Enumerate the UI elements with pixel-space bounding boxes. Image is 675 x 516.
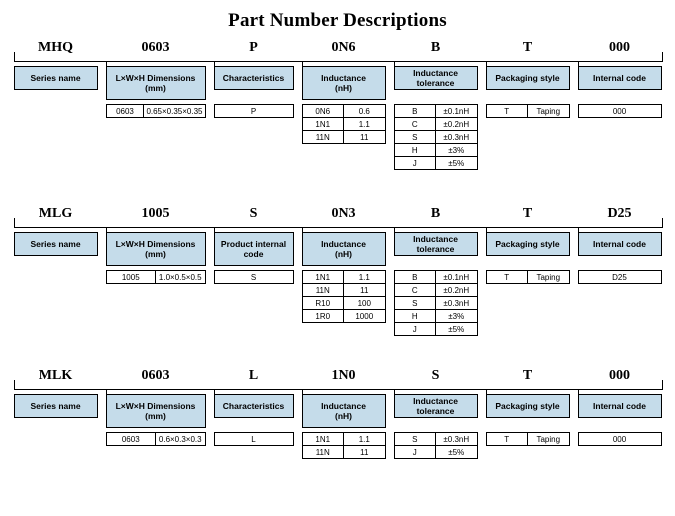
header-label: Packaging style [495,239,560,249]
header-label: Inductance tolerance [413,396,458,416]
table-cell: 1.1 [344,433,386,446]
table-row [394,131,477,144]
table-cell: ±3% [436,144,478,157]
table-cell: J [394,323,436,336]
option-table [302,270,386,323]
table-row [302,131,385,144]
header-label: Inductance (nH) [321,73,366,93]
table-cell: ±5% [436,157,478,170]
table-row [486,105,569,118]
table-row [394,284,477,297]
table-row [394,118,477,131]
table-row [394,144,477,157]
table-cell: P [214,105,293,118]
option-table [214,104,294,118]
table-cell: T [486,105,528,118]
option-tables [14,428,662,500]
table-row [302,284,385,297]
part-number-block-mlg [14,206,662,338]
table-row [302,118,385,131]
header-box [106,232,206,266]
code-row [14,40,662,66]
table-cell: R10 [302,297,344,310]
header-label: Packaging style [495,73,560,83]
code-token: 1005 [141,206,170,221]
table-cell: 11 [344,446,386,459]
table-cell: 0603 [106,105,144,118]
table-cell: S [394,297,436,310]
header-label: Characteristics [222,401,285,411]
header-label: Internal code [593,73,646,83]
header-label: Inductance tolerance [413,234,458,254]
table-row [302,271,385,284]
table-row [302,446,385,459]
table-row [394,433,477,446]
option-table [486,104,570,118]
header-box [486,232,570,256]
table-cell: ±0.1nH [436,271,478,284]
code-underline [14,61,662,62]
option-table [394,104,478,170]
code-token: MLG [38,206,73,221]
header-box [106,66,206,100]
header-label: Internal code [593,401,646,411]
table-cell: ±3% [436,310,478,323]
table-cell: 0.65×0.35×0.35 [144,105,205,118]
code-token: 000 [609,40,630,55]
table-cell: 1.1 [344,118,386,131]
header-box [214,66,294,90]
table-row [302,310,385,323]
header-label: Inductance tolerance [413,68,458,88]
code-token: S [249,206,258,221]
code-underline [14,389,662,390]
table-row [394,323,477,336]
option-tables [14,100,662,172]
table-row [578,271,661,284]
option-table [106,104,206,118]
table-row [394,297,477,310]
header-label: Characteristics [222,73,285,83]
table-cell: 11 [344,131,386,144]
header-box [302,394,386,428]
table-cell: 100 [344,297,386,310]
table-cell: 1R0 [302,310,344,323]
option-table [214,270,294,284]
tick-mark [14,52,15,62]
option-table [394,270,478,336]
header-box [486,394,570,418]
code-token: P [249,40,258,55]
table-row [214,271,293,284]
code-token: MHQ [38,40,73,55]
table-cell: 11N [302,284,344,297]
table-cell: L [214,433,293,446]
table-cell: ±0.2nH [436,118,478,131]
header-row [14,394,662,428]
table-cell: ±0.3nH [436,131,478,144]
tick-mark [14,380,15,390]
table-row [302,105,385,118]
header-label: Series name [30,401,81,411]
table-cell: 000 [578,105,661,118]
table-cell: C [394,284,436,297]
option-table [578,270,662,284]
header-box [14,394,98,418]
code-token: L [248,368,259,383]
code-token: S [431,368,440,383]
table-row [214,433,293,446]
option-table [214,432,294,446]
header-label: Series name [30,239,81,249]
header-label: L×W×H Dimensions (mm) [115,401,196,421]
header-label: Inductance (nH) [321,239,366,259]
code-token: B [430,40,441,55]
code-token: D25 [607,206,632,221]
header-box [214,394,294,418]
option-table [486,432,570,446]
option-table [302,104,386,144]
table-cell: ±0.1nH [436,105,478,118]
option-table [106,432,206,446]
table-cell: Taping [528,271,570,284]
table-cell: 1N1 [302,271,344,284]
option-table [486,270,570,284]
table-cell: D25 [578,271,661,284]
table-cell: B [394,271,436,284]
table-cell: C [394,118,436,131]
header-row [14,232,662,266]
header-box [578,66,662,90]
option-table [106,270,206,284]
code-token: 0N6 [331,40,356,55]
table-cell: 11 [344,284,386,297]
header-box [302,232,386,266]
header-label: L×W×H Dimensions (mm) [115,73,196,93]
table-cell: 1N1 [302,118,344,131]
header-box [394,232,478,256]
table-cell: 1005 [106,271,156,284]
diagram-container [0,40,675,500]
code-token: 0603 [141,368,170,383]
table-row [578,105,661,118]
header-label: Internal code [593,239,646,249]
tick-mark [14,218,15,228]
header-label: Series name [30,73,81,83]
table-cell: 000 [578,433,661,446]
table-cell: ±5% [436,323,478,336]
table-row [394,271,477,284]
table-cell: 1.0×0.5×0.5 [156,271,206,284]
option-table [578,104,662,118]
header-box [14,66,98,90]
code-underline [14,227,662,228]
table-cell: 11N [302,446,344,459]
table-cell: 1.1 [344,271,386,284]
table-row [486,433,569,446]
table-cell: Taping [528,105,570,118]
table-cell: 1000 [344,310,386,323]
header-label: Packaging style [495,401,560,411]
table-cell: ±0.2nH [436,284,478,297]
table-cell: 0.6×0.3×0.3 [156,433,206,446]
table-row [578,433,661,446]
header-box [214,232,294,266]
table-cell: ±0.3nH [436,433,478,446]
header-box [394,394,478,418]
header-label: Inductance (nH) [321,401,366,421]
table-cell: H [394,144,436,157]
table-cell: 0603 [106,433,156,446]
table-cell: S [394,131,436,144]
header-label: Product internal code [220,239,287,259]
header-box [302,66,386,100]
option-table [394,432,478,459]
header-row [14,66,662,100]
header-label: L×W×H Dimensions (mm) [115,239,196,259]
table-cell: S [394,433,436,446]
table-row [302,433,385,446]
table-cell: ±0.3nH [436,297,478,310]
table-row [394,105,477,118]
option-table [302,432,386,459]
table-row [394,446,477,459]
table-row [302,297,385,310]
part-number-block-mhq [14,40,662,172]
header-box [394,66,478,90]
tick-mark [662,52,663,62]
table-cell: J [394,157,436,170]
header-box [486,66,570,90]
table-cell: T [486,433,528,446]
header-box [578,394,662,418]
table-row [394,157,477,170]
code-token: B [430,206,441,221]
table-cell: J [394,446,436,459]
header-box [578,232,662,256]
table-cell: ±5% [436,446,478,459]
table-cell: 11N [302,131,344,144]
table-row [394,310,477,323]
table-cell: 0.6 [344,105,386,118]
code-token: T [522,368,533,383]
part-number-block-mlk [14,368,662,500]
tick-mark [662,380,663,390]
table-row [106,433,205,446]
table-row [106,105,205,118]
code-token: 0N3 [331,206,356,221]
table-cell: B [394,105,436,118]
table-cell: 0N6 [302,105,344,118]
table-cell: H [394,310,436,323]
code-token: T [522,206,533,221]
header-box [14,232,98,256]
code-token: MLK [38,368,73,383]
table-row [214,105,293,118]
tick-mark [662,218,663,228]
code-row [14,206,662,232]
code-token: 000 [609,368,630,383]
table-cell: 1N1 [302,433,344,446]
code-token: 0603 [141,40,170,55]
table-row [106,271,205,284]
table-cell: Taping [528,433,570,446]
page-title: Part Number Descriptions [228,10,447,31]
option-table [578,432,662,446]
table-cell: S [214,271,293,284]
code-token: T [522,40,533,55]
option-tables [14,266,662,338]
header-box [106,394,206,428]
table-cell: T [486,271,528,284]
table-row [486,271,569,284]
code-token: 1N0 [331,368,356,383]
code-row [14,368,662,394]
